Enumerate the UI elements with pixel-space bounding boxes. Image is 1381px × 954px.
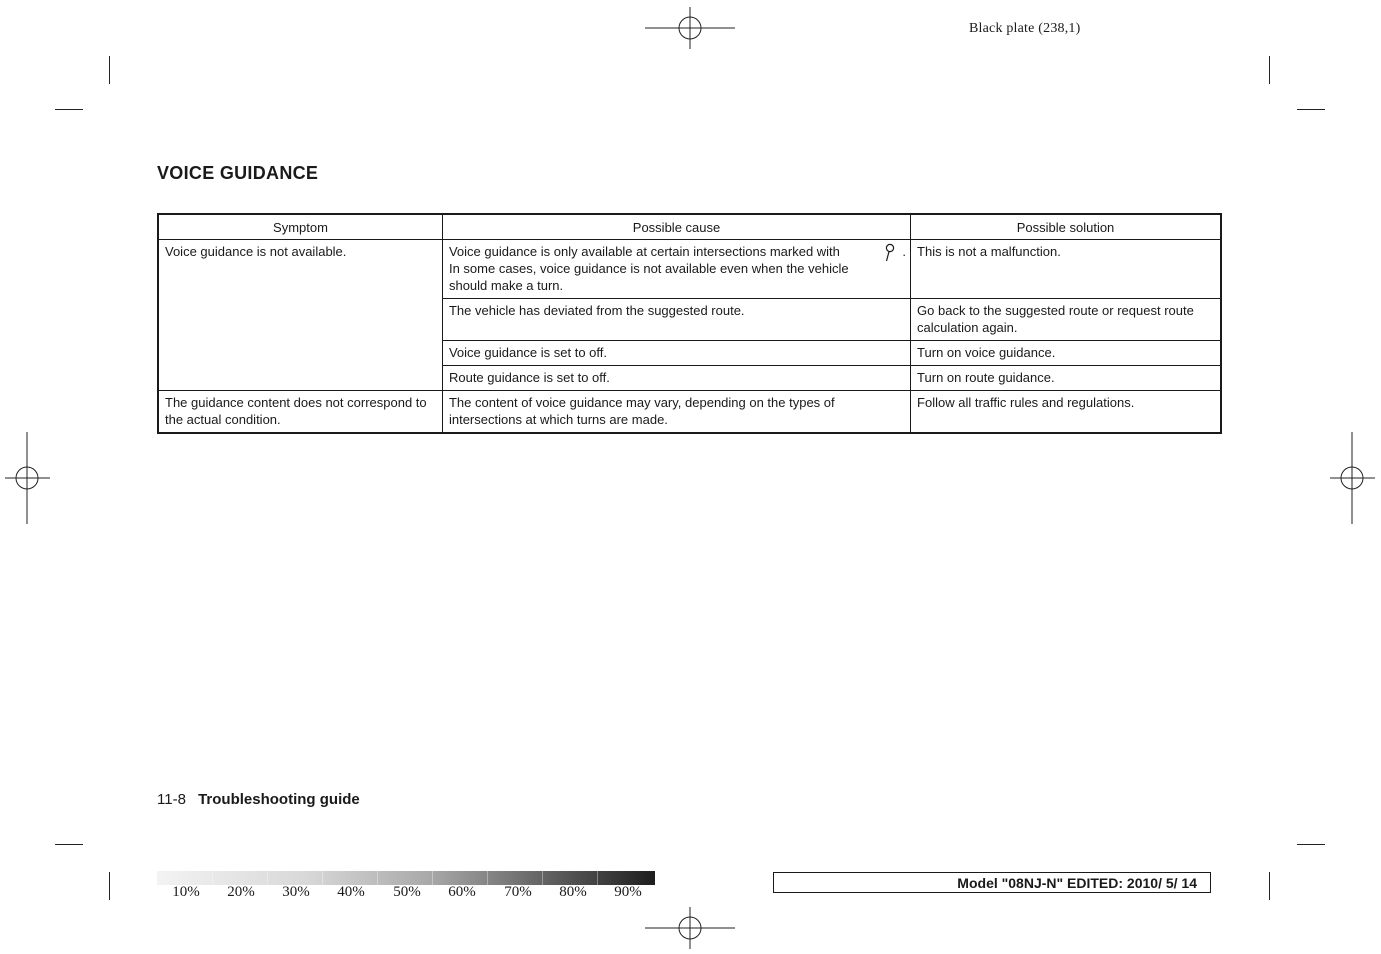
table-row (158, 391, 1221, 434)
density-bar (157, 871, 655, 885)
chapter-title: Troubleshooting guide (198, 791, 360, 808)
cause-text-continued: In some cases, voice guidance is not available even when the vehicle should make a turn. (448, 261, 849, 293)
cause-text-period: . (902, 244, 907, 259)
plate-label: Black plate (238,1) (969, 21, 1081, 36)
solution-cell: Go back to the suggested route or request route calculation again. (911, 299, 1221, 341)
percent-label: 60% (448, 884, 476, 900)
page-number: 11-8 (157, 791, 186, 808)
table-row (158, 240, 1221, 299)
percent-label: 90% (614, 884, 642, 900)
solution-cell: Turn on route guidance. (911, 366, 1221, 391)
cause-cell (442, 240, 910, 299)
troubleshooting-table (157, 213, 1222, 434)
header-symptom: Symptom (158, 214, 442, 240)
symptom-cell: The guidance content does not correspond to the actual condition. (158, 391, 442, 434)
header-possible-solution: Possible solution (911, 214, 1221, 240)
cause-cell: The content of voice guidance may vary, depending on the types of intersections at which turns are made. (442, 391, 910, 434)
solution-cell: Follow all traffic rules and regulations. (911, 391, 1221, 434)
solution-cell: Turn on voice guidance. (911, 341, 1221, 366)
cause-cell: Route guidance is set to off. (442, 366, 910, 391)
cause-cell: Voice guidance is set to off. (442, 341, 910, 366)
symptom-cell: Voice guidance is not available. (158, 240, 442, 391)
table-header-row (158, 214, 1221, 240)
solution-cell: This is not a malfunction. (911, 240, 1221, 299)
guidance-point-pin-icon (882, 243, 907, 263)
percent-label: 30% (282, 884, 310, 900)
percent-label: 50% (393, 884, 421, 900)
percent-label: 70% (504, 884, 532, 900)
percent-label: 80% (559, 884, 587, 900)
cause-cell: The vehicle has deviated from the suggested route. (442, 299, 910, 341)
cause-text: Voice guidance is only available at certain intersections marked with (448, 244, 840, 259)
percent-label: 40% (337, 884, 365, 900)
page-footer (157, 791, 360, 808)
percent-label: 20% (227, 884, 255, 900)
header-possible-cause: Possible cause (442, 214, 910, 240)
percent-label: 10% (172, 884, 200, 900)
model-edit-label: Model "08NJ-N" EDITED: 2010/ 5/ 14 (773, 872, 1211, 893)
section-title: VOICE GUIDANCE (157, 163, 319, 183)
